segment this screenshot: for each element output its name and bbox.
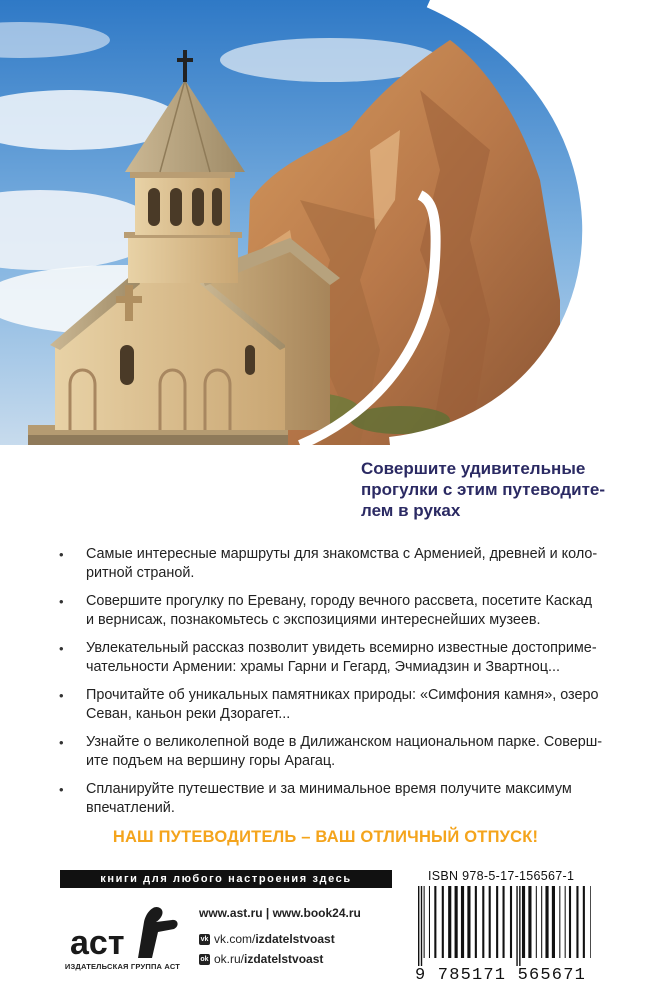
list-item-line: ритной страной. xyxy=(86,565,195,581)
list-item-line: и вернисаж, познакомьтесь с экспозициями интереснейших музеев. xyxy=(86,612,541,628)
list-item-line: Спланируйте путешествие и за минимальное время получите максимум xyxy=(86,781,572,797)
barcode-bar xyxy=(421,886,422,966)
barcode-bar xyxy=(590,886,591,958)
list-item-line: Совершите прогулку по Еревану, городу вечного рассвета, посетите Каскад xyxy=(86,593,593,609)
bullet-icon: • xyxy=(59,641,64,656)
publisher-caption: ИЗДАТЕЛЬСКАЯ ГРУППА АСТ xyxy=(64,962,181,971)
vk-prefix: vk.com/ xyxy=(214,932,256,946)
barcode-bar xyxy=(552,886,555,958)
barcode-bar xyxy=(448,886,451,958)
barcode-bar xyxy=(569,886,571,958)
feature-list xyxy=(59,545,619,827)
list-item-line: Самые интересные маршруты для знакомства с Арменией, древней и коло- xyxy=(86,546,598,562)
barcode-bar xyxy=(519,886,520,966)
barcode xyxy=(410,886,591,966)
barcode-bar xyxy=(565,886,566,958)
barcode-bar xyxy=(545,886,548,958)
barcode-bar xyxy=(496,886,498,958)
barcode-bar xyxy=(559,886,560,958)
barcode-bar xyxy=(541,886,542,958)
promo-strip: книги для любого настроения здесь xyxy=(60,870,392,888)
barcode-bar xyxy=(455,886,458,958)
vk-handle: izdatelstvoast xyxy=(255,932,335,946)
list-item-line: впечатлений. xyxy=(86,800,175,816)
ok-prefix: ok.ru/ xyxy=(214,952,245,966)
bullet-icon: • xyxy=(59,735,64,750)
ok-handle: izdatelstvoast xyxy=(244,952,324,966)
list-item xyxy=(59,733,619,771)
slogan xyxy=(361,458,646,521)
publisher-logo xyxy=(60,896,190,986)
barcode-bar xyxy=(503,886,505,958)
barcode-bar xyxy=(429,886,430,958)
barcode-bar xyxy=(434,886,436,958)
bullet-icon: • xyxy=(59,688,64,703)
list-item xyxy=(59,780,619,818)
barcode-bar xyxy=(510,886,512,958)
tagline: НАШ ПУТЕВОДИТЕЛЬ – ВАШ ОТЛИЧНЫЙ ОТПУСК! xyxy=(112,828,539,846)
vk-link[interactable] xyxy=(199,929,389,949)
barcode-bar xyxy=(482,886,484,958)
barcode-bar xyxy=(583,886,585,958)
bullet-icon: • xyxy=(59,782,64,797)
list-item xyxy=(59,545,619,583)
barcode-bar xyxy=(489,886,491,958)
slogan-line: Совершите удивительные xyxy=(361,459,586,478)
barcode-bar xyxy=(475,886,477,958)
barcode-bar xyxy=(536,886,537,958)
list-item-line: Прочитайте об уникальных памятниках природы: «Симфония камня», озеро xyxy=(86,687,599,703)
barcode-bar xyxy=(467,886,470,958)
bullet-icon: • xyxy=(59,547,64,562)
vk-icon: vk xyxy=(200,935,209,943)
isbn-label: ISBN 978-5-17-156567-1 xyxy=(428,869,575,883)
ok-link[interactable] xyxy=(199,949,389,969)
barcode-bar xyxy=(528,886,531,958)
publisher-links xyxy=(199,906,389,969)
list-item xyxy=(59,592,619,630)
website-links[interactable]: www.ast.ru | www.book24.ru xyxy=(199,906,361,920)
barcode-bar xyxy=(442,886,444,958)
barcode-bar xyxy=(461,886,464,958)
list-item-line: чательности Армении: храмы Гарни и Гегард, Эчмиадзин и Звартноц... xyxy=(86,659,561,675)
list-item-line: Севан, каньон реки Дзорагет... xyxy=(86,706,291,722)
barcode-bar xyxy=(576,886,578,958)
slogan-line: лем в руках xyxy=(361,501,461,520)
barcode-bar xyxy=(418,886,419,966)
logo-text: аст xyxy=(70,924,125,962)
list-item xyxy=(59,686,619,724)
ok-icon: ok xyxy=(200,955,209,963)
bullet-icon: • xyxy=(59,594,64,609)
slogan-line: прогулки с этим путеводите- xyxy=(361,480,606,499)
list-item-line: Узнайте о великолепной воде в Дилижанском национальном парке. Соверш- xyxy=(86,734,603,750)
barcode-bar xyxy=(424,886,425,958)
barcode-bar xyxy=(522,886,525,958)
barcode-bar xyxy=(516,886,517,966)
barcode-digits: 9 785171 565671 xyxy=(414,966,587,985)
list-item-line: Увлекательный рассказ позволит увидеть всемирно известные достоприме- xyxy=(86,640,597,656)
list-item-line: ите подъем на вершину горы Арагац. xyxy=(86,753,336,769)
list-item xyxy=(59,639,619,677)
